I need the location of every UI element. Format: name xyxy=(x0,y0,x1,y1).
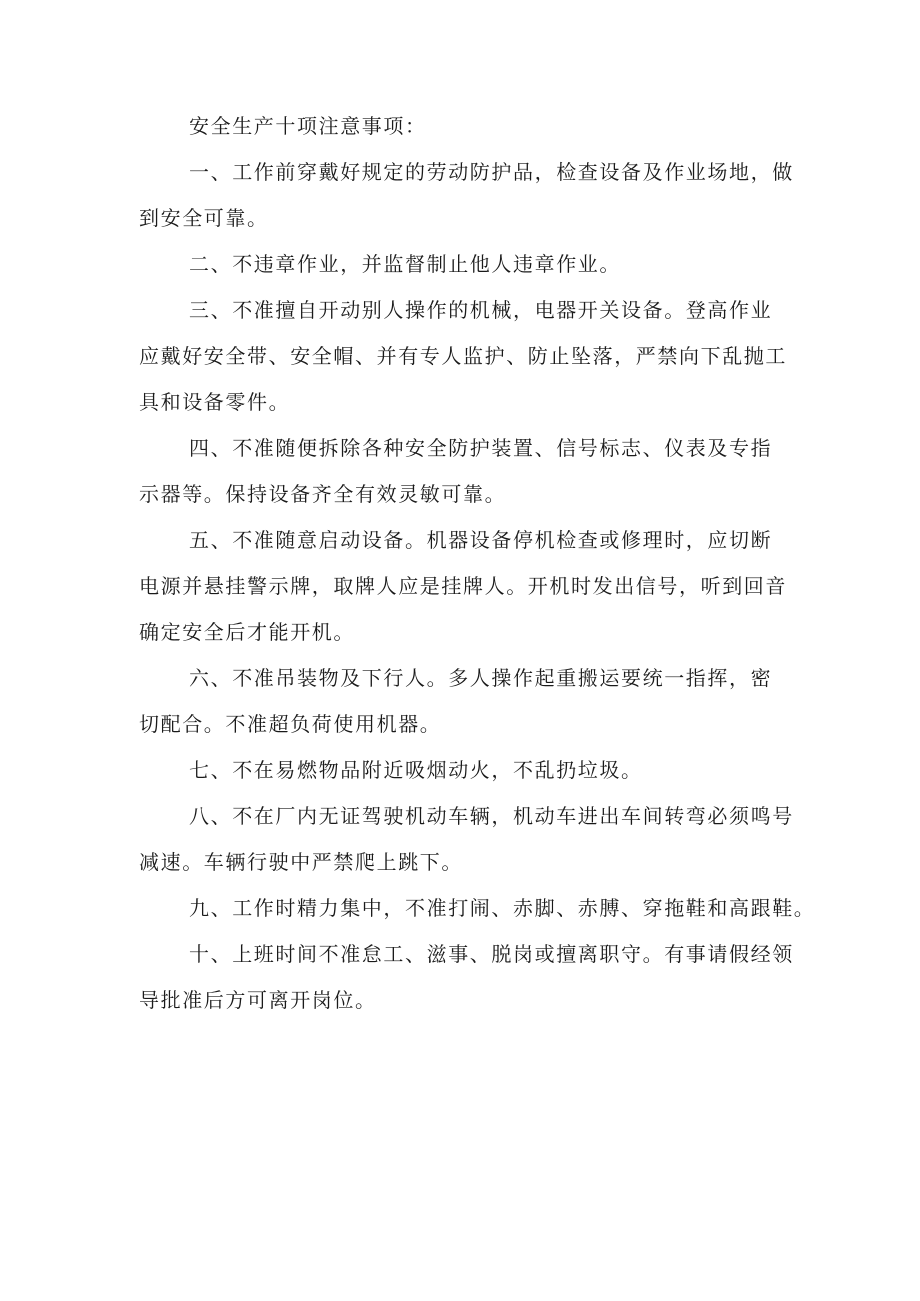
rule-line: 十、上班时间不准怠工、滋事、脱岗或擅离职守。有事请假经领 xyxy=(189,942,794,966)
rule-line: 八、不在厂内无证驾驶机动车辆，机动车进出车间转弯必须鸣号 xyxy=(189,804,794,828)
rule-line: 电源并悬挂警示牌，取牌人应是挂牌人。开机时发出信号，听到回音 xyxy=(139,574,787,598)
rule-item-8 xyxy=(139,793,839,885)
rule-item-1 xyxy=(139,149,839,241)
rule-item-4 xyxy=(139,425,839,517)
rule-item-6 xyxy=(139,655,839,747)
rule-line: 减速。车辆行驶中严禁爬上跳下。 xyxy=(139,850,463,874)
rule-line: 具和设备零件。 xyxy=(139,390,291,414)
rule-line: 四、不准随便拆除各种安全防护装置、信号标志、仪表及专指 xyxy=(189,436,773,460)
rule-item-2 xyxy=(139,241,839,287)
rule-item-10 xyxy=(139,931,839,1023)
rule-line: 应戴好安全带、安全帽、并有专人监护、防止坠落，严禁向下乱抛工 xyxy=(139,344,787,368)
rule-line: 三、不准擅自开动别人操作的机械，电器开关设备。登高作业 xyxy=(189,298,773,322)
rule-item-3 xyxy=(139,287,839,425)
rule-item-9 xyxy=(139,885,839,931)
rule-line: 导批准后方可离开岗位。 xyxy=(139,988,377,1012)
document-body xyxy=(139,103,839,1023)
rule-line: 九、工作时精力集中，不准打闹、赤脚、赤膊、穿拖鞋和高跟鞋。 xyxy=(189,896,816,920)
rule-line: 五、不准随意启动设备。机器设备停机检查或修理时，应切断 xyxy=(189,528,773,552)
document-title: 安全生产十项注意事项： xyxy=(189,114,427,138)
rule-line: 确定安全后才能开机。 xyxy=(139,620,355,644)
rule-line: 七、不在易燃物品附近吸烟动火，不乱扔垃圾。 xyxy=(189,758,643,782)
rule-line: 六、不准吊装物及下行人。多人操作起重搬运要统一指挥，密 xyxy=(189,666,773,690)
rule-line: 切配合。不准超负荷使用机器。 xyxy=(139,712,442,736)
rule-line: 二、不违章作业，并监督制止他人违章作业。 xyxy=(189,252,621,276)
rule-line: 到安全可靠。 xyxy=(139,206,269,230)
rule-item-7 xyxy=(139,747,839,793)
rule-line: 一、工作前穿戴好规定的劳动防护品，检查设备及作业场地，做 xyxy=(189,160,794,184)
rule-item-5 xyxy=(139,517,839,655)
rule-line: 示器等。保持设备齐全有效灵敏可靠。 xyxy=(139,482,507,506)
